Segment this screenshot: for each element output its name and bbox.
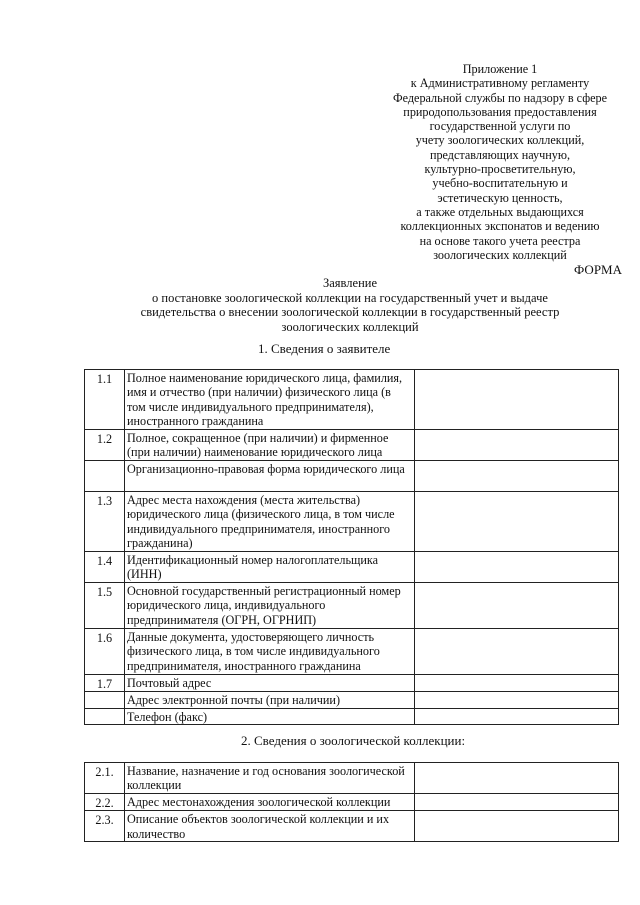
table-row <box>85 794 619 811</box>
appendix-line: Федеральной службы по надзору в сфере <box>392 90 608 105</box>
table-row <box>85 629 619 675</box>
title-line: о постановке зоологической коллекции на государственный учет и выдаче <box>152 290 548 305</box>
row-value-field[interactable] <box>415 461 619 492</box>
row-value-field[interactable] <box>415 675 619 692</box>
table-row <box>85 370 619 430</box>
row-description: Идентификационный номер налогоплательщика (ИНН) <box>125 552 415 583</box>
row-description: Полное наименование юридического лица, фамилия, имя и отчество (при наличии) физического лица (в том числе индивидуального предпринимателя), иностранного гражданина <box>125 370 415 430</box>
table-row <box>85 492 619 552</box>
row-value-field[interactable] <box>415 692 619 708</box>
appendix-line: коллекционных экспонатов и ведению <box>400 219 600 234</box>
row-description: Организационно-правовая форма юридического лица <box>125 461 415 492</box>
row-number: 1.3 <box>85 492 125 552</box>
row-description: Описание объектов зоологической коллекции и их количество <box>125 811 415 842</box>
row-number: 1.2 <box>85 430 125 461</box>
appendix-line: учету зоологических коллекций, <box>415 133 585 148</box>
row-value-field[interactable] <box>415 629 619 675</box>
table-row <box>85 552 619 583</box>
appendix-line: зоологических коллекций <box>433 247 567 262</box>
row-description: Полное, сокращенное (при наличии) и фирменное (при наличии) наименование юридического лица <box>125 430 415 461</box>
table-row <box>85 811 619 842</box>
row-number: 1.4 <box>85 552 125 583</box>
row-number <box>85 692 125 708</box>
row-number <box>85 708 125 724</box>
table-row <box>85 461 619 492</box>
row-description: Данные документа, удостоверяющего личность физического лица, в том числе индивидуального предпринимателя, иностранного гражданина <box>125 629 415 675</box>
row-number <box>85 461 125 492</box>
appendix-line: представляющих научную, <box>429 147 571 162</box>
appendix-block <box>372 62 628 262</box>
row-description: Название, назначение и год основания зоологической коллекции <box>125 763 415 794</box>
appendix-line: Приложение 1 <box>462 62 538 76</box>
row-value-field[interactable] <box>415 492 619 552</box>
appendix-line: учебно-воспитательную и <box>432 176 568 191</box>
row-number: 2.1. <box>85 763 125 794</box>
form-label: ФОРМА <box>574 262 622 277</box>
row-description: Адрес электронной почты (при наличии) <box>125 692 415 708</box>
row-description: Адрес места нахождения (места жительства) юридического лица (физического лица, в том числе индивидуального предпринимателя, иностранного гражданина) <box>125 492 415 552</box>
table-row <box>85 692 619 708</box>
appendix-line: культурно-просветительную, <box>424 162 576 177</box>
appendix-line: природопользования предоставления <box>403 104 597 119</box>
appendix-line: на основе такого учета реестра <box>419 233 581 248</box>
section2-heading: 2. Сведения о зоологической коллекции: <box>241 733 466 748</box>
row-value-field[interactable] <box>415 552 619 583</box>
row-description: Основной государственный регистрационный номер юридического лица, индивидуального предпринимателя (ОГРН, ОГРНИП) <box>125 583 415 629</box>
row-number: 2.3. <box>85 811 125 842</box>
table-row <box>85 708 619 724</box>
title-line: свидетельства о внесении зоологической коллекции в государственный реестр <box>140 305 560 319</box>
table-row <box>85 430 619 461</box>
appendix-line: к Административному регламенту <box>410 76 590 91</box>
row-number: 1.6 <box>85 629 125 675</box>
applicant-table <box>84 369 619 725</box>
row-number: 1.5 <box>85 583 125 629</box>
row-value-field[interactable] <box>415 583 619 629</box>
row-description: Телефон (факс) <box>125 708 415 724</box>
row-value-field[interactable] <box>415 430 619 461</box>
table-row <box>85 583 619 629</box>
row-number: 2.2. <box>85 794 125 811</box>
appendix-line: а также отдельных выдающихся <box>416 204 584 219</box>
row-value-field[interactable] <box>415 370 619 430</box>
row-value-field[interactable] <box>415 794 619 811</box>
appendix-line: государственной услуги по <box>429 119 571 134</box>
table-row <box>85 763 619 794</box>
row-value-field[interactable] <box>415 763 619 794</box>
table-row <box>85 675 619 692</box>
row-description: Почтовый адрес <box>125 675 415 692</box>
title-line: Заявление <box>322 276 377 290</box>
collection-table <box>84 762 619 842</box>
title-line: зоологических коллекций <box>281 319 419 334</box>
appendix-line: эстетическую ценность, <box>437 190 563 205</box>
row-description: Адрес местонахождения зоологической коллекции <box>125 794 415 811</box>
row-value-field[interactable] <box>415 811 619 842</box>
row-value-field[interactable] <box>415 708 619 724</box>
row-number: 1.7 <box>85 675 125 692</box>
document-title <box>100 276 600 334</box>
row-number: 1.1 <box>85 370 125 430</box>
section1-heading: 1. Сведения о заявителе <box>258 341 391 356</box>
